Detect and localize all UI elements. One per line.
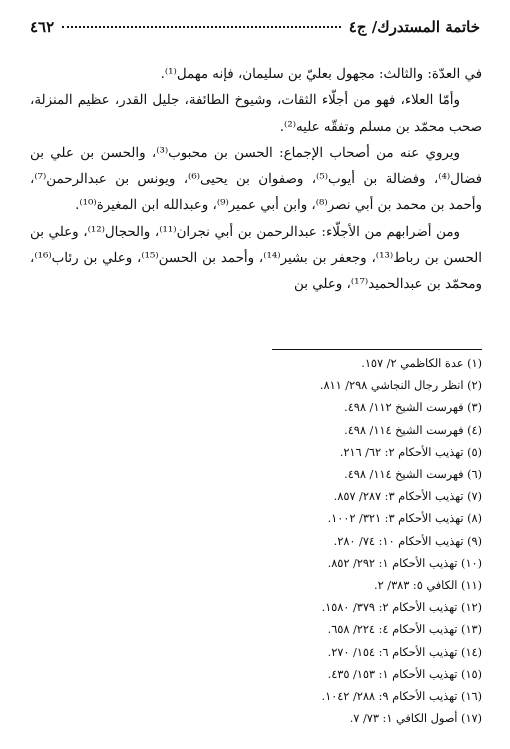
footnote: (١٧) أصول الكافي ١: ٧٣/ ٧. — [349, 712, 482, 726]
footnotes-list — [170, 353, 482, 730]
footnote: (٦) فهرست الشيخ ١١٤/ ٤٩٨. — [344, 468, 482, 482]
page-number: ٤٦٢ — [30, 18, 55, 36]
footnote: (١٠) تهذيب الأحكام ١: ٢٩٢/ ٨٥٢. — [327, 556, 482, 570]
paragraph: في العدّة: والثالث: مجهول بعليّ بن سليمان، فإنه مهمل⁽¹⁾. — [160, 67, 482, 82]
footnote: (١) عدة الكاظمي ٢/ ١٥٧. — [361, 357, 482, 370]
footnote: (٧) تهذيب الأحكام ٣: ٢٨٧/ ٨٥٧. — [333, 490, 482, 504]
footnote: (٣) فهرست الشيخ ١١٢/ ٤٩٨. — [344, 401, 482, 415]
footnote: (١٣) تهذيب الأحكام ٤: ٢٢٤/ ٦٥٨. — [327, 623, 482, 637]
footnote-separator — [272, 349, 482, 350]
footnote: (١٦) تهذيب الأحكام ٩: ٢٨٨/ ١٠٤٢. — [321, 690, 482, 704]
main-text — [30, 62, 482, 299]
footnote: (٨) تهذيب الأحكام ٣: ٣٢١/ ١٠٠٢. — [327, 512, 482, 526]
header-leader-dots — [62, 26, 341, 28]
footnote: (٩) تهذيب الأحكام ١٠: ٧٤/ ٢٨٠. — [333, 534, 482, 548]
footnote: (١١) الكافي ٥: ٣٨٣/ ٢. — [374, 579, 482, 593]
running-title: خاتمة المستدرك/ ج٤ — [348, 18, 480, 36]
page-header — [30, 18, 480, 44]
footnote: (٢) انظر رجال النجاشي ٢٩٨/ ٨١١. — [319, 379, 482, 393]
paragraph: ومن أضرابهم من الأجلّاء: عبدالرحمن بن أبي نجران⁽¹¹⁾، والحجال⁽¹²⁾، وعلي بن الحسن بن رباط⁽¹³⁾، وجعفر بن بشير⁽¹⁴⁾، وأحمد بن الحسن⁽¹⁵⁾، وعلي بن رئاب⁽¹⁶⁾، ومحمّد بن عبدالحميد⁽¹⁷⁾، وعلي بن — [30, 224, 482, 293]
footnote: (١٥) تهذيب الأحكام ١: ١٥٣/ ٤٣٥. — [327, 667, 482, 681]
footnote: (٥) تهذيب الأحكام ٢: ٦٢/ ٢١٦. — [339, 445, 482, 459]
footnote: (١٤) تهذيب الأحكام ٦: ١٥٤/ ٢٧٠. — [327, 645, 482, 659]
footnote: (٤) فهرست الشيخ ١١٤/ ٤٩٨. — [344, 423, 482, 437]
paragraph: وأمّا العلاء، فهو من أجلّاء الثقات، وشيوخ الطائفة، جليل القدر، عظيم المنزلة، صحب محمّد بن مسلم وتفقّه عليه⁽²⁾. — [30, 93, 482, 135]
footnote: (١٢) تهذيب الأحكام ٢: ٣٧٩/ ١٥٨٠. — [321, 601, 482, 615]
paragraph: ويروي عنه من أصحاب الإجماع: الحسن بن محبوب⁽³⁾، والحسن بن علي بن فضال⁽⁴⁾، وفضالة بن أيوب⁽⁵⁾، وصفوان بن يحيى⁽⁶⁾، ويونس بن عبدالرحمن⁽⁷⁾، وأحمد بن محمد بن أبي نصر⁽⁸⁾، وابن أبي عمير⁽⁹⁾، وعبدالله ابن المغيرة⁽¹⁰⁾. — [30, 145, 482, 214]
